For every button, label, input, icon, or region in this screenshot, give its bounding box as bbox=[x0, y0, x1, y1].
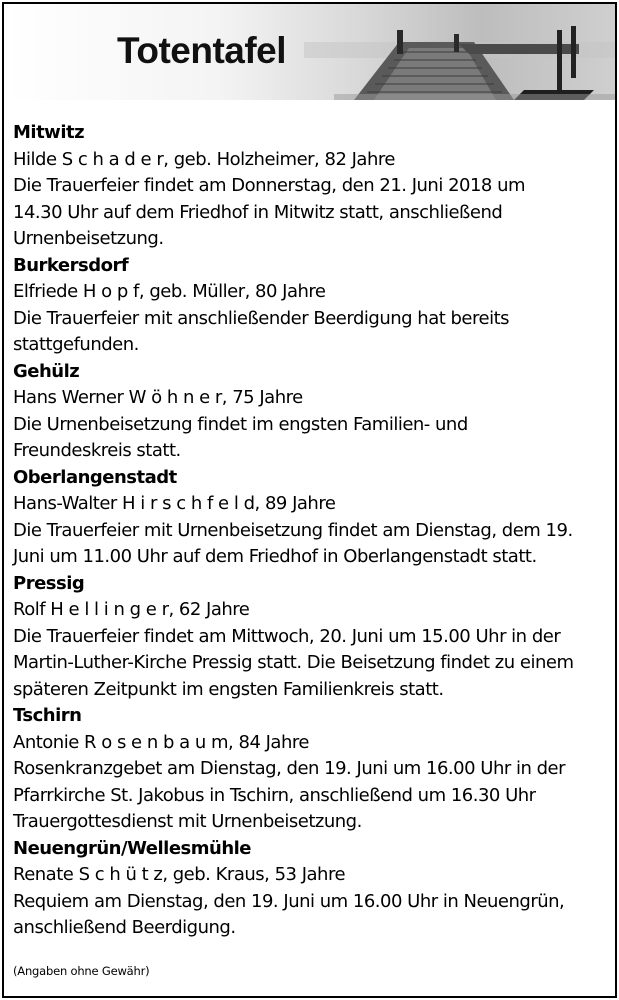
obituary-list bbox=[4, 100, 615, 942]
place-heading: Burkersdorf bbox=[13, 254, 129, 276]
ceremony-text: anschließend Beerdigung. bbox=[13, 917, 236, 938]
obituary-entry bbox=[13, 120, 606, 253]
ceremony-text: Requiem am Dienstag, den 19. Juni um 16.00 Uhr in Neuengrün, bbox=[13, 890, 565, 912]
deceased-name: Renate S c h ü t z, geb. Kraus, 53 Jahre bbox=[13, 864, 346, 885]
ceremony-text: Urnenbeisetzung. bbox=[13, 228, 164, 249]
obituary-entry bbox=[13, 359, 606, 465]
ceremony-text: Freundeskreis statt. bbox=[13, 440, 181, 461]
obituary-entry bbox=[13, 703, 606, 836]
ceremony-text: späteren Zeitpunkt im engsten Familienkreis statt. bbox=[13, 678, 444, 700]
deceased-name: Rolf H e l l i n g e r, 62 Jahre bbox=[13, 599, 250, 620]
place-heading: Neuengrün/Wellesmühle bbox=[13, 837, 252, 859]
ceremony-text: stattgefunden. bbox=[13, 334, 139, 355]
ceremony-text: Juni um 11.00 Uhr auf dem Friedhof in Oberlangenstadt statt. bbox=[13, 546, 537, 567]
place-heading: Pressig bbox=[13, 572, 85, 594]
deceased-name: Hans-Walter H i r s c h f e l d, 89 Jahre bbox=[13, 493, 336, 514]
place-heading: Gehülz bbox=[13, 360, 80, 382]
ceremony-text: Die Trauerfeier findet am Mittwoch, 20. Juni um 15.00 Uhr in der bbox=[13, 625, 561, 647]
deceased-name: Antonie R o s e n b a u m, 84 Jahre bbox=[13, 731, 309, 753]
ceremony-text: Die Trauerfeier mit Urnenbeisetzung findet am Dienstag, dem 19. bbox=[13, 519, 573, 541]
ceremony-text: Die Urnenbeisetzung findet im engsten Familien- und bbox=[13, 413, 468, 435]
deceased-name: Hans Werner W ö h n e r, 75 Jahre bbox=[13, 387, 303, 408]
page-title: Totentafel bbox=[117, 30, 287, 71]
ceremony-text: Trauergottesdienst mit Urnenbeisetzung. bbox=[13, 811, 362, 832]
ceremony-text: Die Trauerfeier findet am Donnerstag, den 21. Juni 2018 um bbox=[13, 175, 526, 196]
disclaimer-footnote: (Angaben ohne Gewähr) bbox=[13, 964, 150, 978]
header-banner bbox=[4, 4, 615, 100]
obituary-entry bbox=[13, 836, 606, 942]
ceremony-text: Rosenkranzgebet am Dienstag, den 19. Juni um 16.00 Uhr in der bbox=[13, 758, 566, 779]
obituary-entry bbox=[13, 253, 606, 359]
deceased-name: Elfriede H o p f, geb. Müller, 80 Jahre bbox=[13, 281, 326, 302]
obituary-notice bbox=[2, 2, 617, 998]
ceremony-text: Pfarrkirche St. Jakobus in Tschirn, anschließend um 16.30 Uhr bbox=[13, 784, 536, 806]
ceremony-text: 14.30 Uhr auf dem Friedhof in Mitwitz statt, anschließend bbox=[13, 201, 503, 223]
ceremony-text: Martin-Luther-Kirche Pressig statt. Die Beisetzung findet zu einem bbox=[13, 652, 574, 673]
place-heading: Mitwitz bbox=[13, 122, 85, 143]
place-heading: Tschirn bbox=[13, 705, 82, 726]
obituary-entry bbox=[13, 465, 606, 571]
place-heading: Oberlangenstadt bbox=[13, 466, 177, 488]
deceased-name: Hilde S c h a d e r, geb. Holzheimer, 82 Jahre bbox=[13, 148, 395, 170]
jetty-photo bbox=[4, 4, 615, 100]
obituary-entry bbox=[13, 571, 606, 704]
ceremony-text: Die Trauerfeier mit anschließender Beerdigung hat bereits bbox=[13, 307, 510, 329]
